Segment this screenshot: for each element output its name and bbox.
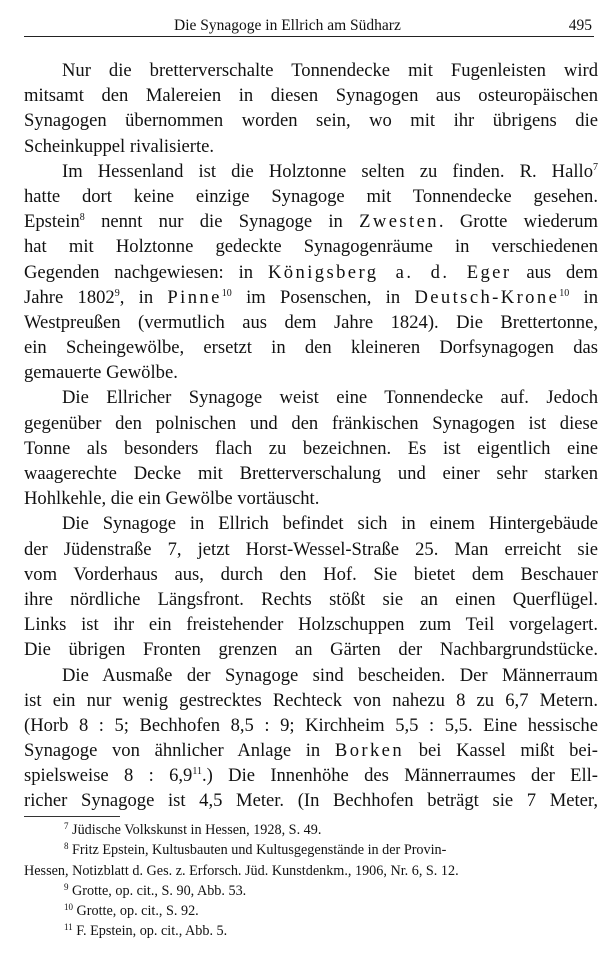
text-line: ihre nördliche Längsfront. Rechts stößt sie an einen Querflügel. xyxy=(24,588,598,610)
text-line: Die übrigen Fronten grenzen an Gärten der Nachbargrundstücke. xyxy=(24,639,598,661)
text-line: Synagoge von ähnlicher Anlage in Borken bei Kassel mißt bei- xyxy=(24,740,598,762)
text-line: gemauerte Gewölbe. xyxy=(24,362,178,384)
footnote: $^{10}$ Grotte, op. cit., S. 92. xyxy=(64,902,199,920)
page-number: 495 xyxy=(568,17,592,34)
text-line: waagerechte Decke mit Bretterverschalung und einer sehr starken xyxy=(24,463,598,484)
footnote: $^8$ Fritz Epstein, Kultusbauten und Kultusgegenstände in der Provin- xyxy=(64,841,447,859)
spaced-place-name: Zwesten xyxy=(359,211,439,233)
text-line: mitsamt den Malereien in diesen Synagogen aus osteuropäischen xyxy=(24,85,598,107)
text-line: Gegenden nachgewiesen: in Königsberg a. d. Eger aus dem xyxy=(24,261,598,283)
text-line: Synagogen übernommen worden sein, wo mit ihr übrigens die xyxy=(24,110,598,132)
text-line: Scheinkuppel rivalisierte. xyxy=(24,135,215,157)
spaced-place-name: Pinne xyxy=(167,286,222,308)
body-text xyxy=(24,58,598,814)
footnote-ref: 10 xyxy=(559,287,570,299)
text-line: richer Synagoge ist 4,5 Meter. (In Bechhofen beträgt sie 7 Meter, xyxy=(24,790,598,812)
running-title: Die Synagoge in Ellrich am Südharz xyxy=(174,17,401,34)
spaced-place-name: Borken xyxy=(334,740,405,762)
text-line: vom Vorderhaus aus, durch den Hof. Sie bietet dem Beschauer xyxy=(24,563,598,585)
text-line: Tonne als besonders flach zu bezeichnen. Es ist eigentlich eine xyxy=(24,437,598,459)
text-line: Jahre 1802$^9$, in Pinne$^{10}$ im Posenschen, in Deutsch-Krone$^{10}$ in xyxy=(24,286,598,308)
footnote-ref: 10 xyxy=(221,287,232,299)
text-line: hatte dort keine einzige Synagoge mit Tonnendecke gesehen. xyxy=(24,185,598,207)
text-line: Die Synagoge in Ellrich befindet sich in einem Hintergebäude xyxy=(62,513,598,535)
text-line: ist ein nur wenig gestrecktes Rechteck von nahezu 8 zu 6,7 Metern. xyxy=(24,689,598,711)
running-header xyxy=(24,14,594,37)
text-line: der Jüdenstraße 7, jetzt Horst-Wessel-Straße 25. Man erreicht sie xyxy=(24,538,598,560)
text-line: Im Hessenland ist die Holztonne selten zu finden. R. Hallo$^7$ xyxy=(62,160,598,182)
text-line: (Horb 8 : 5; Bechhofen 8,5 : 9; Kirchheim 5,5 : 5,5. Eine hessische xyxy=(24,714,598,736)
text-line: Die Ellricher Synagoge weist eine Tonnendecke auf. Jedoch xyxy=(62,387,598,409)
spaced-place-name: Königsberg a. d. Eger xyxy=(267,261,512,283)
footnote-continuation: Hessen, Notizblatt d. Ges. z. Erforsch. Jüd. Kunstdenkm., 1906, Nr. 6, S. 12. xyxy=(24,862,459,879)
text-line: gegenüber den polnischen und den fränkischen Synagogen ist diese xyxy=(24,412,598,434)
text-line: Epstein$^8$ nennt nur die Synagoge in Zwesten. Grotte wiederum xyxy=(24,211,598,233)
footnote: $^9$ Grotte, op. cit., S. 90, Abb. 53. xyxy=(64,881,247,899)
footnote-ref: 11 xyxy=(192,766,202,778)
text-line: Die Ausmaße der Synagoge sind bescheiden. Der Männerraum xyxy=(62,664,598,686)
footnote: $^7$ Jüdische Volkskunst in Hessen, 1928, S. 49. xyxy=(64,821,322,838)
text-line: Hohlkehle, die ein Gewölbe vortäuscht. xyxy=(24,488,320,510)
text-line: Links ist ihr ein freistehender Holzschuppen zum Teil vorgelagert. xyxy=(24,614,598,636)
text-line: Westpreußen (vermutlich aus dem Jahre 1824). Die Brettertonne, xyxy=(24,311,598,333)
text-line: spielsweise 8 : $6,9^{11}$.) Die Innenhöhe des Männerraumes der Ell- xyxy=(24,765,598,787)
footnote-ref: 9 xyxy=(114,287,120,299)
text-line: hat mit Holztonne gedeckte Synagogenräume in verschiedenen xyxy=(24,236,598,258)
footnote-divider xyxy=(24,816,120,817)
footnote: $^{11}$ F. Epstein, op. cit., Abb. 5. xyxy=(64,922,228,940)
footnote-ref: 7 xyxy=(593,161,598,173)
text-line: ein Scheingewölbe, ersetzt in den kleineren Dorfsynagogen das xyxy=(24,337,598,359)
footnote-ref: 8 xyxy=(79,212,85,224)
text-line: Nur die bretterverschalte Tonnendecke mit Fugenleisten wird xyxy=(62,60,598,81)
spaced-place-name: Deutsch-Krone xyxy=(414,286,560,308)
footnotes xyxy=(24,820,598,942)
